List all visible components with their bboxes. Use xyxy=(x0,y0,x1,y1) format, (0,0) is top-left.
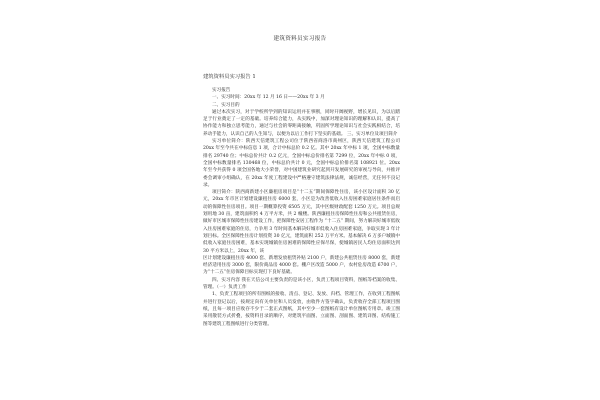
document-title: 建筑资料员实习报告 xyxy=(273,36,327,42)
paragraph-time: 一、实习时间：20xx 年 12 月 16 日——20xx 年 3 月 xyxy=(212,95,325,101)
report-body xyxy=(203,87,400,328)
paragraph-company: 实习单位简介：陕西天信建筑工程公司位于陕西省商洛市商州区，陕西天信建筑工程公司 20xx 年至今共在中标信息 1 项，合计中标总价 0.2 亿。其中 20xx 年中标 1 项，全国中标数量排名 29740 位；中标总价共计 0.2 亿元，全国中标总价排名第 7299 位，20xx 年中标 0 项，全国中标数量排名 130468 位，中标总价共计 0 元，全国中标总价排名第 108921 位。20xx 年至今共获得 0 项全国各地大小荣誉，对中国建筑业研究起到开发展研究的审视与导向，并推评委会调审小组确认，在 20xx 年度工程建设中严格遵守建筑法律法规，诚信经营，无任何不良记录。 xyxy=(203,139,400,188)
report-subtitle: 建筑资料员实习报告 1 xyxy=(203,74,256,80)
paragraph-duty: 1、负责工程项目的所有图纸的接收、清点、登记、发放、归档、管理工作，在收到工程图纸并进行登记以后，按规定向有关单位和人员发放，由收件方签字确认，负责收存全部工程项目图纸，且每一项目应收存不少于二套正式图纸，其中至少一套图纸有设计单位图纸专用章。竣工图采用散装方式折叠，按资料目录的顺序，对建筑平面图、立面图、剖面图、建筑详图、结构施工图等建筑工程图纸进行分类管理。 xyxy=(203,292,400,327)
paragraph-purpose-heading: 二、实习目的 xyxy=(212,102,240,108)
paragraph-project-cont: 区计划建设廉租住房 4000 套、新增发放租赁补贴 2100 户，新建公共租赁住房 8000 套，新建经济适用住房 3000 套，限价商品房 4000 套。棚户区改造 5000 户，农村危房改造 6700 户，为“十二五”住房保障目标实现打下良好基础。 xyxy=(203,255,400,276)
paragraph-purpose: 通过本次实习，对于学校所学到的知识运用并在事断，同时开阔视野，增长见识，为以后踏足于行业奠定了一定的基础。培养综合能力，从实践中，加深对理论知识的理解和认识，提高了协作能力和独立思考能力，通过与社会的零距离接触，巩固所学理论知识与社会实践相结合，培养动手能力，认识自己的人生知与，以便为以后工作打下坚实的基础。 三、实习单位及项目简介 xyxy=(203,109,400,137)
paragraph-content-heading: 四、实习内容 我在天信公司主要负责的是该小区，负责工程项目资料，图纸等档案的收集、管理。（一）负责工作 xyxy=(203,277,400,291)
paragraph-heading: 实习报告 xyxy=(212,88,231,93)
paragraph-project: 项目简介：陕西商新建小区廉租房项目是“十二五”期间保障性住房，该小区设计面积 30 亿元，20xx 年市区计划建设廉租住房 6000 套，小区是为改善低收入住房困难家庭居住条件而启动的保障性住房项目。项目一期概算投资 6505 万元，其中区级财政配套 1250 万元。项目总规划用地 30 亩，建筑面积约 4 万平方米，共 2 幢楼。陕西廉租住房保障性住房和公共租赁住房，做好市区城市保障性住房建设工作，把保障性安居工程作为 “十二五” 期间，努力解决好城市低收入住房困难家庭的住房，力争用 3 年时间基本解决好城市低收入住房困难家庭，争取实现 3 年计划目标。全区保障性住房计划投资 30 亿元，建筑面积 252 万平方米。基本解决 6 万多户城镇中低收入家庭住房困难，基本实现城镇住房困难的保障性应保尽保，使城镇居民人均住房面积达到 30 平方米以上，20xx 年，该 xyxy=(203,190,400,254)
